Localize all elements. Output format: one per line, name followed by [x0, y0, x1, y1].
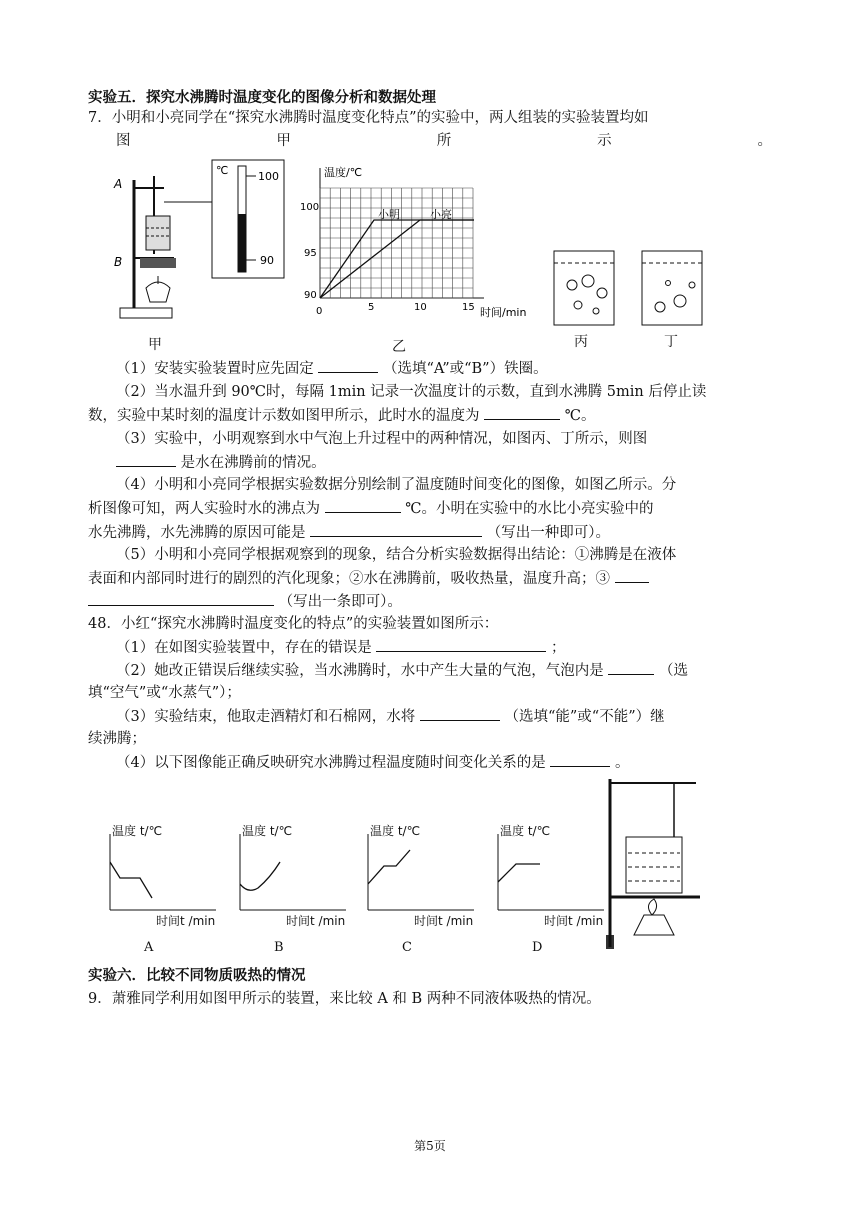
- option-curve: [110, 862, 152, 898]
- option-graph-a: [98, 820, 228, 960]
- option-graph-c: [356, 820, 486, 960]
- page-footer: 第5页: [414, 1139, 446, 1153]
- q9-line: 9．萧雅同学利用如图甲所示的装置，来比较 A 和 B 两种不同液体吸热的情况。: [88, 991, 601, 1007]
- q7-part4-line2: 析图像可知，两人实验时水的沸点为 ℃。小明在实验中的水比小亮实验中的: [88, 498, 653, 519]
- answer-blank-q7-5b[interactable]: [88, 591, 274, 606]
- answer-blank-q7-4a[interactable]: [325, 498, 401, 513]
- option-xlabel: 时间t /min: [156, 914, 216, 928]
- option-graph-d: [486, 820, 616, 960]
- option-graph-b: [228, 820, 358, 960]
- q7-part4-line3: 水先沸腾，水先沸腾的原因可能是 （写出一种即可）。: [88, 522, 610, 543]
- series-xiaoliang-line: [320, 220, 474, 298]
- q7-part4-line1: （4）小明和小亮同学根据实验数据分别绘制了温度随时间变化的图像，如图乙所示。分: [116, 477, 677, 493]
- option-curve: [368, 850, 410, 884]
- ring-a-label: A: [114, 177, 123, 191]
- thermometer-unit: ℃: [216, 164, 229, 177]
- thermometer-tick-90: 90: [260, 254, 274, 267]
- q7-part2-line1: （2）当水温升到 90℃时，每隔 1min 记录一次温度计的示数，直到水沸腾 5min 后停止读: [116, 384, 707, 400]
- option-letter[interactable]: C: [402, 940, 412, 955]
- chart-yi-xtick-5: 5: [368, 302, 375, 313]
- ring-b-label: B: [114, 255, 123, 269]
- answer-blank-q7-2[interactable]: [484, 405, 560, 420]
- option-curve: [498, 864, 540, 882]
- q7-part5-line2: 表面和内部同时进行的剧烈的汽化现象；②水在沸腾前，吸收热量，温度升高；③: [88, 568, 649, 589]
- q7-part3-line1: （3）实验中，小明观察到水中气泡上升过程中的两种情况，如图丙、丁所示，则图: [116, 431, 648, 447]
- section5-title: 实验五．探究水沸腾时温度变化的图像分析和数据处理: [88, 90, 436, 106]
- q7-part1: （1）安装实验装置时应先固定 （选填“A”或“B”）铁圈。: [116, 358, 548, 379]
- answer-blank-q48-2[interactable]: [608, 660, 654, 675]
- chart-yi-ytick-95: 95: [304, 248, 317, 259]
- chart-yi-ylabel: 温度/℃: [324, 166, 363, 179]
- q7-part5-line1: （5）小明和小亮同学根据观察到的现象，结合分析实验数据得出结论：①沸腾是在液体: [116, 547, 677, 563]
- option-ylabel: 温度 t/℃: [500, 824, 551, 838]
- q48-part4: （4）以下图像能正确反映研究水沸腾过程温度随时间变化关系的是 。: [116, 752, 629, 773]
- chart-yi-xtick-0: 0: [316, 306, 323, 317]
- option-letter[interactable]: D: [532, 940, 543, 955]
- answer-blank-q7-4b[interactable]: [310, 522, 482, 537]
- legend-xiaoliang: 小亮: [430, 208, 452, 221]
- q7-part2-line2: 数，实验中某时刻的温度计示数如图甲所示，此时水的温度为 ℃。: [88, 405, 595, 426]
- label-ding: 丁: [664, 334, 678, 350]
- section6-title: 实验六．比较不同物质吸热的情况: [88, 968, 306, 984]
- legend-xiaoming: 小明: [378, 208, 400, 221]
- q48-part3-line1: （3）实验结束，他取走酒精灯和石棉网，水将 （选填“能”或“不能”）继: [116, 706, 665, 727]
- option-xlabel: 时间t /min: [414, 914, 474, 928]
- label-jia: 甲: [148, 337, 162, 353]
- option-xlabel: 时间t /min: [544, 914, 604, 928]
- chart-yi-ytick-100: 100: [300, 202, 320, 213]
- series-xiaoming-line: [320, 220, 474, 298]
- q48-part3-line2: 续沸腾；: [88, 731, 146, 747]
- thermometer-tick-100: 100: [258, 170, 279, 183]
- answer-blank-q7-3[interactable]: [116, 452, 176, 467]
- option-ylabel: 温度 t/℃: [242, 824, 293, 838]
- answer-blank-q48-3[interactable]: [420, 706, 500, 721]
- label-yi: 乙: [392, 339, 406, 355]
- answer-blank-q7-1[interactable]: [318, 358, 378, 373]
- q7-line1: 7．小明和小亮同学在“探究水沸腾时温度变化特点”的实验中，两人组装的实验装置均如: [88, 110, 649, 126]
- chart-yi-xtick-10: 10: [414, 302, 427, 313]
- q48-part1: （1）在如图实验装置中，存在的错误是 ；: [116, 637, 565, 658]
- label-bing: 丙: [574, 334, 588, 350]
- chart-yi-xlabel: 时间/min: [480, 306, 527, 319]
- answer-blank-q48-4[interactable]: [550, 752, 610, 767]
- apparatus-q48-figure: [604, 775, 704, 951]
- option-ylabel: 温度 t/℃: [370, 824, 421, 838]
- answer-blank-q48-1[interactable]: [376, 637, 546, 652]
- chart-yi-ytick-90: 90: [304, 290, 317, 301]
- q7-part5-line3: （写出一条即可）。: [88, 591, 402, 612]
- q7-line2: 图 甲 所 示 。: [116, 133, 772, 149]
- chart-yi-xtick-15: 15: [462, 302, 475, 313]
- option-letter[interactable]: B: [274, 940, 284, 955]
- temperature-chart-yi: [294, 158, 554, 328]
- beakers-figure: [548, 245, 724, 331]
- option-xlabel: 时间t /min: [286, 914, 346, 928]
- option-ylabel: 温度 t/℃: [112, 824, 163, 838]
- apparatus-jia-figure: [112, 158, 302, 328]
- q48-part2-line2: 填“空气”或“水蒸气”）；: [88, 685, 241, 701]
- option-curve: [240, 862, 280, 890]
- q7-part3-line2: 是水在沸腾前的情况。: [116, 452, 326, 473]
- option-letter[interactable]: A: [144, 940, 154, 955]
- q48-line1: 48．小红“探究水沸腾时温度变化的特点”的实验装置如图所示：: [88, 616, 499, 632]
- answer-blank-q7-5a[interactable]: [615, 568, 649, 583]
- q48-part2-line1: （2）她改正错误后继续实验，当水沸腾时，水中产生大量的气泡，气泡内是 （选: [116, 660, 688, 681]
